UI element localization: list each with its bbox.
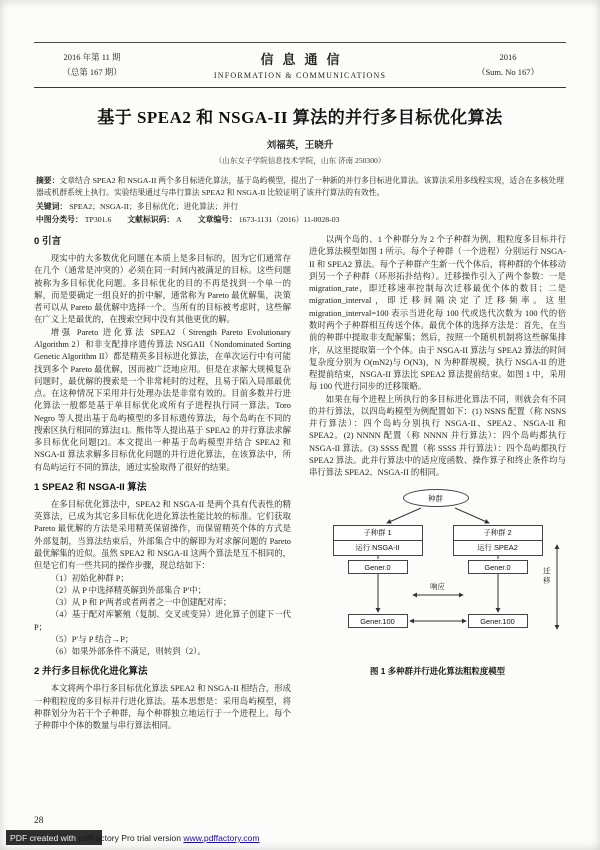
- journal-title-en: INFORMATION & COMMUNICATIONS: [213, 71, 387, 80]
- response-label: 响应: [430, 582, 445, 592]
- journal-header: [34, 42, 566, 88]
- issue-line2: （总第 167 期）: [62, 66, 122, 77]
- watermark-prefix-dark: PDF created with: [10, 833, 76, 843]
- figure-1: [309, 487, 566, 677]
- issue-line1: 2016 年第 11 期: [63, 52, 121, 63]
- header-year: 2016: [499, 52, 517, 63]
- body-columns: [34, 234, 566, 806]
- paragraph: 如果在每个进程上所执行的多目标进化算法不同，则就会有不同的并行算法，以四岛屿模型为例配置如下：(1) NSNS 配置（称 NSNS 并行算法）：四个岛屿分别执行 NSGA-II、SPEA2、NSGA-II 和 SPEA2。(2) NNNN 配置（称 NNNN 并行算法）：四个岛屿都执行 NSGA-II 算法。(3) SSSS 配置（称 SSSS 并行算法）：四个岛屿都执行 SPEA2 算法。此并行算法中的适应度函数、操作算子和终止条件均与串行算法 SPEA2、NSGA-II 的相同。: [309, 394, 566, 478]
- algorithm-step: （1）初始化种群 P；: [50, 573, 129, 583]
- figure-caption: 图 1 多种群并行进化算法粗粒度模型: [370, 666, 505, 677]
- header-journal: [148, 49, 452, 80]
- gen0-left-box: Gener.0: [348, 560, 408, 574]
- classification-row: [34, 214, 566, 225]
- algorithm-step: （5）P′与 P 结合→P；: [50, 634, 134, 644]
- doc-code-label: 文献标识码：: [127, 215, 175, 225]
- doc-code-value: A: [176, 215, 182, 225]
- watermark-prefix-rest: pdfFactory Pro trial version: [75, 833, 184, 843]
- keywords: [34, 201, 566, 212]
- paragraph: 以两个岛的、1 个种群分为 2 个子种群为例，粗粒度多目标并行进化算法模型如图 1 所示。每个子种群（一个进程）分别运行 NSGA-II 和 SPEA2 算法。每个子种群产生新一代个体后，将种群的个体移动到另一个子种群（环形拓扑结构）。迁移操作引入了两个参数：一是 migration_rate，即迁移速率控制每次迁移最优个体的数目；二是 migration_interval，即迁移间隔决定了迁移频率。这里 migration_interval=100 表示当进化每 100 代或迭代次数为 100 代的倍数时两个子种群相互传送个体。最优个体的选择方法是：首先，在当前的种群中提取非支配解集；然后，按照一个随机机制将这些解集排序，从这里提取第一个个体。由于 NSGA-II 算法与 SPEA2 算法的时间复杂度分别为 O(mN2)与 O(N3)，N 为种群规模，执行 NSGA-II 的进程提前结束，NSGA-II 算法比 SPEA2 算法提前结束。如图 1 中，采用每 100 代进行同步的迁移策略。: [309, 235, 566, 392]
- header-issue: [36, 50, 148, 79]
- pdffactory-link[interactable]: www.pdffactory.com: [183, 833, 260, 843]
- subpopulation-2-name: 子种群 2: [483, 528, 512, 538]
- algorithm-step: （3）从 P 和 P′两者或者两者之一中创建配对库；: [50, 598, 232, 608]
- paragraph: 在多目标优化算法中，SPEA2 和 NSGA-II 是两个具有代表性的精英算法，已成为其它多目标优化进化算法性能比较的标准。它们获取 Pareto 最优解的方法是采用精英保留操作，而保留精英个体的方式是外部复制，当算法结束后，外部集合中的解即为对求解问题的 Pareto 最优解集的近似。虽然 SPEA2 和 NSGA-II 这两个算法是互不相同的，但是它们有一些共同的操作步骤，现总结如下：: [34, 499, 291, 571]
- section-heading-0: 0 引言: [34, 236, 62, 248]
- subpopulation-1-name: 子种群 1: [363, 528, 392, 538]
- header-volume: [452, 50, 564, 79]
- clc-value: TP301.6: [84, 215, 112, 225]
- abstract-label: 摘要：: [36, 176, 60, 185]
- algorithm-step: （2）从 P 中选择精英解到外部集合 P′中；: [50, 585, 207, 595]
- abstract-text: 文章结合 SPEA2 和 NSGA-II 两个多目标进化算法，基于岛屿模型，提出了一种新的并行多目标进化算法。该算法采用多线程实现，适合在多核处理器或机群系统上执行。实验结果通过与串行算法 SPEA2 和 NSGA-II 比较证明了该并行算法的有效性。: [36, 176, 565, 198]
- keywords-label: 关键词：: [36, 202, 68, 212]
- paragraph: 现实中的大多数优化问题在本质上是多目标的，因为它们通常存在几个（通常是冲突的）必须在同一时间内被满足的目标。这些问题被称为多目标优化问题。多目标优化的目的不再是找到一个单一的解，而是要确定一组良好的折中解，通常称为 Pareto 最优解集，决策者可以从 Pareto 最优解中选择一个。当所有的目标被考虑时，这些解在广义上是最优的，在搜索空间中没有其他更优的解。: [34, 254, 291, 325]
- paragraph: 增强 Pareto 进化算法 SPEA2（Strength Pareto Evolutionary Algorithm 2）和非支配排序遗传算法 NSGAII（Nondominated Sorting Genetic Algorithm II）都是精英多目标进化算法，在单次运行中有可能找到多个 Pareto 最优解，因而被广泛地应用。但是在求解大规模复杂问题时，最优解的搜索是一个非常耗时的过程，且易于陷入局部最优点。在这种情况下采用并行处理办法是非常有效的。目前多数并行进化算法一般都是基于单目标优化或所有子进程执行同一算法。Toro Negro 等人提出基于岛屿模型的多目标遗传算法，每个岛屿在不同的搜索区执行相同的算法[1]。熊伟等人提出基于 SPEA2 的并行算法求解多目标优化问题[2]。本文提出一种基于岛屿模型并结合 SPEA2 和 NSGA-II 算法求解多目标优化问题的并行进化算法，在该算法中，所有岛屿运行不同的算法，通过实验取得了很好的结果。: [34, 327, 291, 472]
- migration-label: 迁移: [542, 567, 552, 587]
- clc-label: 中图分类号：: [36, 215, 83, 225]
- page-content: [34, 0, 566, 806]
- subpopulation-2-box: [453, 525, 543, 556]
- affiliation: （山东女子学院信息技术学院，山东 济南 250300）: [214, 156, 386, 165]
- article-id-value: 1673-1131（2016）11-0028-03: [238, 215, 340, 225]
- section-heading-1: 1 SPEA2 和 NSGA-II 算法: [34, 481, 147, 493]
- gen0-right-box: Gener.0: [468, 560, 528, 574]
- paper-title: 基于 SPEA2 和 NSGA-II 算法的并行多目标优化算法: [97, 108, 503, 127]
- header-sum-no: （Sum. No 167）: [476, 66, 540, 77]
- section-heading-2: 2 并行多目标优化进化算法: [34, 666, 148, 678]
- subpopulation-1-algo: 运行 NSGA-II: [334, 540, 422, 555]
- keywords-text: SPEA2；NSGA-II；多目标优化；进化算法；并行: [69, 202, 239, 212]
- pdf-watermark: [10, 833, 260, 843]
- journal-title-cn: 信息通信: [260, 52, 349, 67]
- authors: 刘福英，王晓升: [266, 141, 334, 151]
- figure-canvas: [313, 487, 563, 659]
- article-id-label: 文章编号：: [197, 215, 237, 225]
- right-column: [309, 234, 566, 806]
- subpopulation-2-algo: 运行 SPEA2: [454, 540, 542, 555]
- algorithm-step: （6）如果外部条件不满足，则转到（2）。: [50, 647, 206, 657]
- gen100-left-box: Gener.100: [348, 614, 408, 628]
- population-node: 种群: [403, 489, 469, 507]
- abstract: [34, 175, 566, 199]
- page-number: 28: [34, 816, 44, 826]
- subpopulation-1-box: [333, 525, 423, 556]
- paragraph: 本文将两个串行多目标优化算法 SPEA2 和 NSGA-II 相结合，形成一种粗粒度的多目标并行进化算法。基本思想是：采用岛屿模型，将种群划分为若干个子种群，每个种群独立地运行于一个进程上。每个子种群中个体的数量与串行算法相同。: [34, 684, 291, 731]
- gen100-right-box: Gener.100: [468, 614, 528, 628]
- left-column: [34, 234, 291, 806]
- algorithm-step: （4）基于配对库繁殖（复制、交叉或变异）进化算子创建下一代 P；: [34, 610, 291, 632]
